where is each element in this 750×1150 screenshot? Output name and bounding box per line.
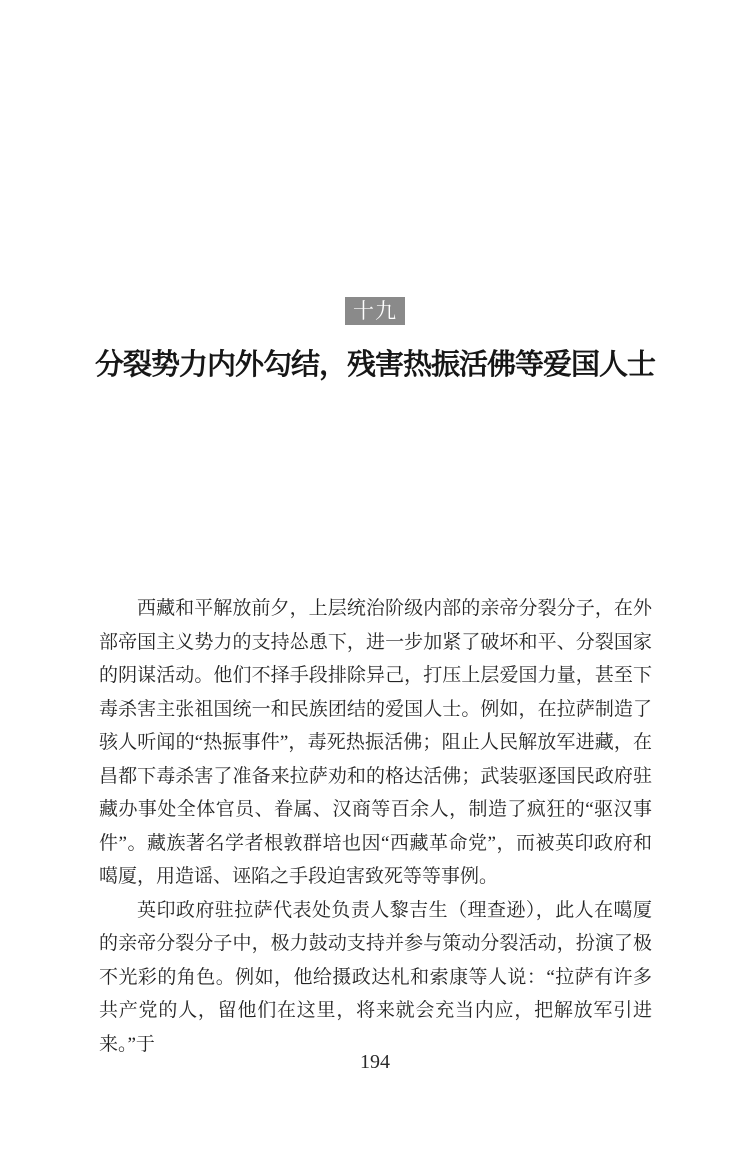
chapter-title: 分裂势力内外勾结，残害热振活佛等爱国人士	[94, 349, 655, 381]
body-paragraph: 西藏和平解放前夕，上层统治阶级内部的亲帝分裂分子，在外部帝国主义势力的支持怂恿下，进一步加紧了破坏和平、分裂国家的阴谋活动。他们不择手段排除异己，打压上层爱国力量，甚至下毒杀害主张祖国统一和民族团结的爱国人士。例如，在拉萨制造了骇人听闻的“热振事件”，毒死热振活佛；阻止人民解放军进藏，在昌都下毒杀害了准备来拉萨劝和的格达活佛；武装驱逐国民政府驻藏办事处全体官员、眷属、汉商等百余人，制造了疯狂的“驱汉事件”。藏族著名学者根敦群培也因“西藏革命党”，而被英印政府和噶厦，用造谣、诬陷之手段迫害致死等等事例。	[99, 598, 652, 887]
body-paragraph: 英印政府驻拉萨代表处负责人黎吉生（理查逊），此人在噶厦的亲帝分裂分子中，极力鼓动支持并参与策动分裂活动，扮演了极不光彩的角色。例如，他给摄政达札和索康等人说：“拉萨有许多共产党的人，留他们在这里，将来就会充当内应，把解放军引进来。”于	[99, 899, 652, 1055]
page-number: 194	[360, 1051, 390, 1073]
chapter-number-badge: 十九	[345, 297, 405, 325]
body-text-block	[99, 592, 652, 1061]
